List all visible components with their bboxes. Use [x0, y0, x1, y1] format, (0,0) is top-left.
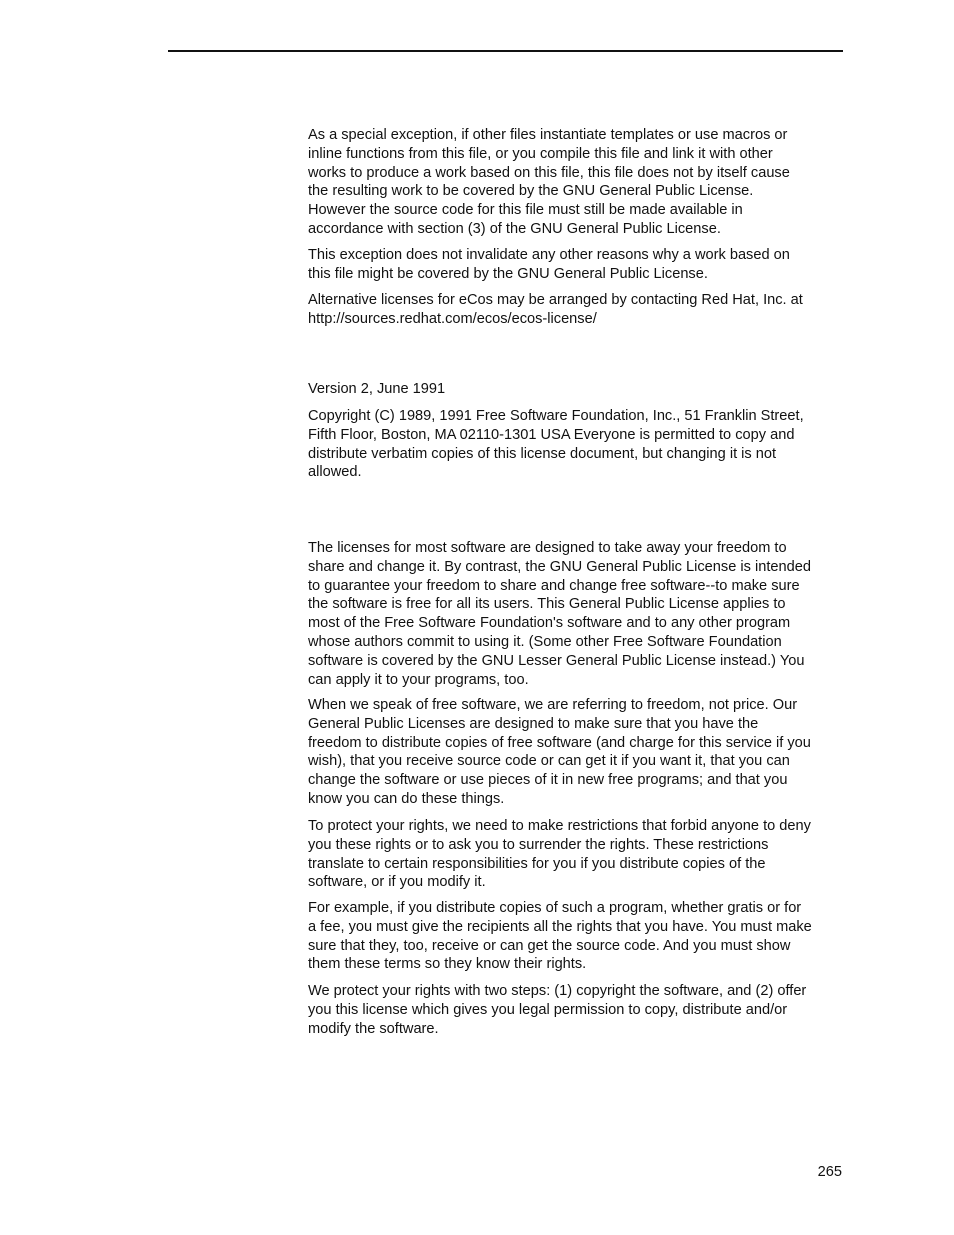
exception-note-paragraph: This exception does not invalidate any other reasons why a work based on this file might be covered by the GNU General Public License. [308, 247, 790, 282]
copyright-paragraph: Copyright (C) 1989, 1991 Free Software Foundation, Inc., 51 Franklin Street, Fifth Floor, Boston, MA 02110-1301 USA Everyone is permitted to copy and distribute verbatim copies of this license document, but changing it is not allowed. [308, 408, 804, 481]
alternative-licenses-paragraph: Alternative licenses for eCos may be arranged by contacting Red Hat, Inc. at http://sources.redhat.com/ecos/ecos-license/ [308, 292, 803, 327]
header-rule [168, 50, 843, 52]
preamble-paragraph-5: We protect your rights with two steps: (1) copyright the software, and (2) offer you this license which gives you legal permission to copy, distribute and/or modify the software. [308, 983, 807, 1037]
license-version: Version 2, June 1991 [308, 381, 446, 397]
preamble-paragraph-4: For example, if you distribute copies of such a program, whether gratis or for a fee, you must give the recipients all the rights that you have. You must make sure that they, too, receive or can get the source code. And you must show them these terms so they know their rights. [308, 900, 812, 973]
preamble-paragraph-2: When we speak of free software, we are referring to freedom, not price. Our General Public Licenses are designed to make sure that you have the freedom to distribute copies of free software (and charge for this service if you wish), that you receive source code or can get it if you want it, that you can change the software or use pieces of it in new free programs; and that you know you can do these things. [308, 697, 811, 807]
page-number: 265 [817, 1164, 842, 1180]
preamble-paragraph-3: To protect your rights, we need to make restrictions that forbid anyone to deny you these rights or to ask you to surrender the rights. These restrictions translate to certain responsibilities for you if you distribute copies of the software, or if you modify it. [308, 818, 811, 891]
preamble-paragraph-1: The licenses for most software are designed to take away your freedom to share and change it. By contrast, the GNU General Public License is intended to guarantee your freedom to share and change free software--to make sure the software is free for all its users. This General Public License applies to most of the Free Software Foundation's software and to any other program whose authors commit to using it. (Some other Free Software Foundation software is covered by the GNU Lesser General Public License instead.) You can apply it to your programs, too. [308, 540, 811, 688]
exception-paragraph: As a special exception, if other files instantiate templates or use macros or inline functions from this file, or you compile this file and link it with other works to produce a work based on this file, this file does not by itself cause the resulting work to be covered by the GNU General Public License. However the source code for this file must still be made available in accordance with section (3) of the GNU General Public License. [308, 127, 790, 237]
